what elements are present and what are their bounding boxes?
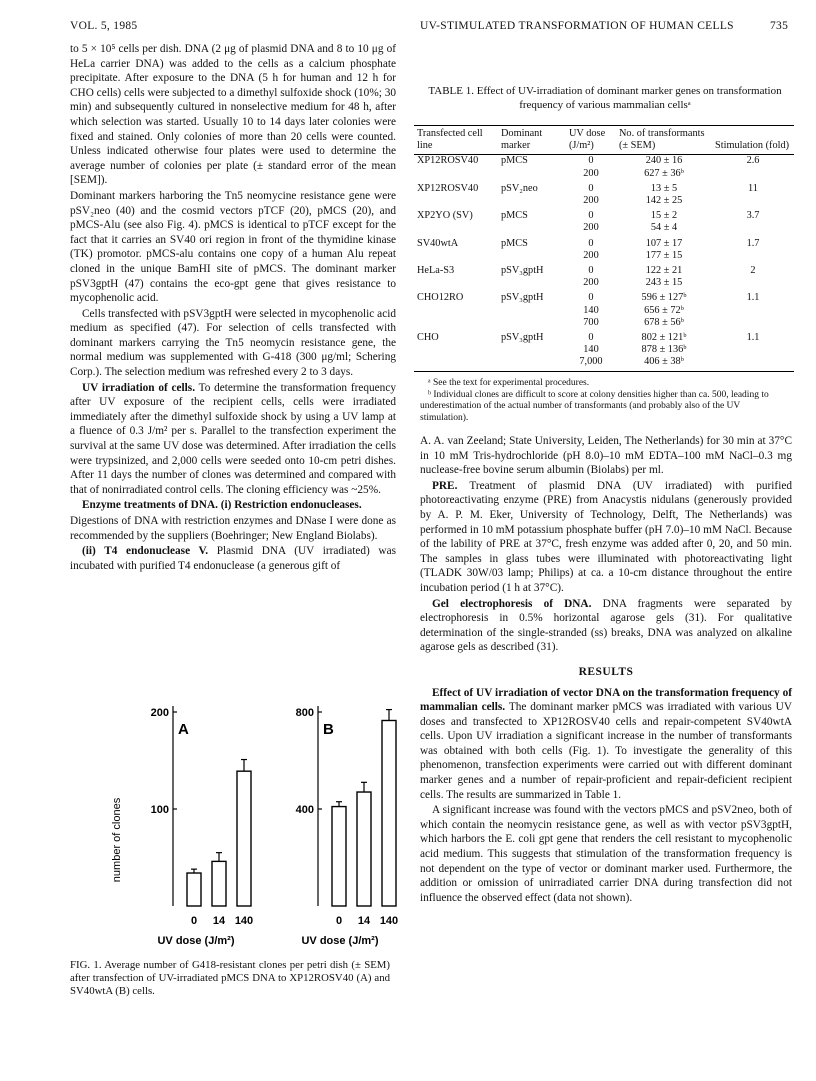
table-cell	[712, 195, 794, 207]
table-cell	[712, 344, 794, 356]
table-header-row	[414, 126, 794, 155]
table-cell	[414, 305, 498, 317]
table-cell: 2.6	[746, 155, 760, 167]
table-cell: 0	[588, 210, 594, 222]
table-cell: XP12ROSV40	[417, 182, 479, 194]
bar	[237, 771, 251, 906]
panel-label: B	[323, 721, 334, 738]
table-cell: 2	[750, 265, 756, 277]
table-cell	[498, 317, 566, 329]
paragraph: A significant increase was found with the vectors pMCS and pSV2neo, both of which contain the neomycin resistance gene, as well as with vector pSV3gptH, which harbors the E. coli gpt gene that renders the cell resistant to mycophenolic acid medium. This suggests that stimulation of the transformation frequency is not dependent on the type of vector or dominant marker used. Furthermore, the addition or omission of unirradiated carrier DNA during transfection did not influence the observed effect (data not shown).	[420, 804, 792, 904]
table-cell: 1.7	[746, 237, 760, 249]
paragraph	[420, 479, 792, 596]
table-cell: SV40wtA	[417, 237, 459, 249]
table-cell	[712, 356, 794, 371]
table-cell	[414, 277, 498, 289]
table-cell: 700	[583, 316, 599, 328]
paragraph-text: DNA fragments were separated by electrophoresis in 0.5% horizontal agarose gels (31). For qualitative determination of the single-stranded (ss) breaks, DNA was analyzed on alkaline agarose gels as described (31).	[420, 597, 793, 654]
table-footnotes	[420, 378, 790, 424]
table-cell: 140	[583, 344, 599, 356]
bar	[382, 720, 396, 906]
paragraph: to 5 × 10⁵ cells per dish. DNA (2 μg of plasmid DNA and 8 to 10 μg of HeLa carrier DNA) was added to the cells as a calcium phosphate precipitate. After exposure to the DNA (5 h for human and 12 h for CHO cells) cells were subjected to a dimethyl sulfoxide shock (10%; 30 min) and subsequently cultured in nonselective medium for 48 h, after which selection was started. Usually 10 to 14 days later colonies were fixed and stained. Only colonies of more than 20 cells were counted. Unless indicated otherwise four plates were used to determine the average number of colonies per plate (± standard error of the mean [SEM]).	[70, 43, 396, 187]
table-cell: 122 ± 21	[645, 265, 683, 277]
col-cell-line: Transfected cell line	[414, 126, 498, 155]
table-cell: 200	[583, 249, 599, 261]
table-row	[414, 180, 794, 195]
col-uv-dose: UV dose (J/m²)	[566, 126, 616, 155]
x-axis-label-b: UV dose (J/m²)	[301, 935, 379, 947]
table-cell	[414, 356, 498, 371]
table-cell: 13 ± 5	[650, 182, 678, 194]
x-tick-label: 14	[357, 915, 371, 927]
section-heading: UV irradiation of cells.	[82, 381, 196, 394]
table-body	[414, 155, 794, 371]
table-cell: 406 ± 38ᵇ	[616, 356, 712, 371]
y-tick-label: 800	[295, 707, 314, 719]
table-cell	[414, 168, 498, 180]
footnote-a: ᵃ See the text for experimental procedures.	[428, 378, 590, 388]
table-row	[414, 317, 794, 329]
paragraph: Dominant markers harboring the Tn5 neomycine resistance gene were pSV₂neo (40) and the cosmid vectors pTCF (20), pMCS (20), and pMCS-Alu (see also Fig. 4). pMCS is identical to pTCF except for the fact that it carries an SV40 ori region in front of the thymidine kinase (TK) promotor. pMCS-alu contains one copy of a human Alu repeat cloned in the unique BamHI site of pMCS. The dominant marker pSV3gptH (47) contains the eco-gpt gene that gives resistance to mycophenolic acid.	[70, 189, 396, 305]
left-column	[70, 42, 396, 574]
y-tick-label: 100	[150, 804, 169, 816]
table-cell: CHO	[417, 332, 439, 344]
section-heading: PRE.	[432, 479, 458, 492]
table-cell	[414, 250, 498, 262]
table-cell: 596 ± 127ᵇ	[641, 292, 687, 304]
table-cell	[498, 222, 566, 234]
paragraph	[420, 686, 792, 803]
x-tick-label: 14	[212, 915, 226, 927]
paragraph	[420, 597, 792, 655]
bar	[332, 807, 346, 906]
table-cell: pMCS	[501, 210, 528, 222]
figure-caption: FIG. 1. Average number of G418-resistant clones per petri dish (± SEM) after transfection of UV-irradiated pMCS DNA to XP12ROSV40 (A) and SV40wtA (B) cells.	[70, 959, 390, 997]
paragraph	[70, 381, 396, 498]
table-cell: 177 ± 15	[645, 249, 683, 261]
table-row	[414, 250, 794, 262]
table-cell	[498, 277, 566, 289]
table-cell: 200	[583, 167, 599, 179]
section-heading: Enzyme treatments of DNA. (i) Restriction endonucleases.	[82, 499, 362, 512]
y-axis-label: number of clones	[111, 797, 123, 883]
table-cell: 1.1	[746, 332, 760, 344]
paragraph: A. A. van Zeeland; State University, Leiden, The Netherlands) for 30 min at 37°C in 10 mM Tris-hydrochloride (pH 8.0)–10 mM EDTA–100 mM NaCl–0.3 mg nuclease-free bovine serum albumin (Biolabs) per ml.	[420, 435, 792, 477]
table-row	[414, 168, 794, 180]
section-heading: Effect of UV irradiation of vector DNA on the transformation frequency of mammalian cells.	[420, 686, 792, 714]
paragraph	[70, 544, 396, 573]
table-row	[414, 235, 794, 250]
figure-1	[70, 690, 400, 955]
table-row	[414, 155, 794, 168]
bar	[357, 792, 371, 906]
x-tick-label: 0	[190, 915, 198, 927]
table-cell: 0	[588, 292, 594, 304]
table-cell	[498, 195, 566, 207]
table-cell	[712, 277, 794, 289]
x-axis-label-a: UV dose (J/m²)	[157, 935, 235, 947]
panel-label: A	[178, 721, 189, 738]
panel-b	[296, 706, 399, 927]
table-cell: 0	[588, 265, 594, 277]
table-cell	[414, 344, 498, 356]
table-cell	[498, 250, 566, 262]
bar	[187, 873, 201, 906]
section-heading: (ii) T4 endonuclease V.	[82, 545, 209, 558]
table-cell: 11	[748, 182, 758, 194]
table-cell	[712, 317, 794, 329]
table-cell: 0	[588, 332, 594, 344]
table-cell: 656 ± 72ᵇ	[644, 304, 684, 316]
page-number: 735	[770, 20, 789, 32]
table-row	[414, 305, 794, 317]
table-cell: 1.1	[746, 292, 760, 304]
paragraph-text: The dominant marker pMCS was irradiated with various UV doses and transfected to XP12ROSV40 cells and repair-competent SV40wtA cells. Upon UV irradiation a significant increase in the number of transformants was obtained with both cells (Fig. 1). To investigate the generality of this phenomenon, transfection experiments were carried out with different dominant marker genes and a number of repair-proficient and repair-deficient recipient cells. The results are summarized in Table 1.	[420, 701, 792, 801]
table-cell	[712, 222, 794, 234]
x-tick-label: 140	[234, 915, 254, 927]
paragraph: Cells transfected with pSV3gptH were selected in mycophenolic acid medium as specified (47). For selection of cells transfected with dominant markers carrying the Tn5 neomycin resistance gene, the normal medium was supplemented with G-418 (300 μg/ml; Schering Corp.). The selection medium was refreshed every 2 to 3 days.	[70, 307, 396, 379]
table-row	[414, 222, 794, 234]
col-marker: Dominant marker	[498, 126, 566, 155]
paragraph-text: Plasmid DNA (UV irradiated) was incubated with purified T4 endonuclease (a generous gift of	[70, 545, 396, 572]
table-cell: 678 ± 56ᵇ	[644, 316, 684, 328]
table-cell: 243 ± 15	[645, 277, 683, 289]
table-cell: 107 ± 17	[645, 237, 683, 249]
x-tick-label: 0	[335, 915, 343, 927]
table-cell: 3.7	[746, 210, 760, 222]
table-cell: 142 ± 25	[645, 195, 683, 207]
table-cell: pSV₂neo	[501, 182, 538, 194]
paragraph-text: Treatment of plasmid DNA (UV irradiated) with purified photoreactivating enzyme (PRE) from Anacystis nidulans (generously provided by A. P. M. Eker, University of Technology, Delft, The Netherlands) was performed in 10 mM potassium phosphate buffer (pH 7.0)–10 mM NaCl. Because of the lability of PRE at 37°C, fresh enzyme was added after 0, 20, and 50 min. The samples in glass tubes were illuminated with photoreactivating light (TLADK 30W/03 lamp; Philips) at ca. a 10-cm distance throughout the entire incubation period (1 h at 37°C).	[420, 479, 792, 594]
table-cell: 802 ± 121ᵇ	[641, 332, 687, 344]
table-cell	[498, 305, 566, 317]
table-1	[414, 125, 794, 372]
table-cell	[712, 250, 794, 262]
table-row	[414, 329, 794, 344]
table-cell: pSV₃gptH	[501, 292, 544, 304]
table-cell	[712, 305, 794, 317]
table-row	[414, 195, 794, 207]
table-row	[414, 277, 794, 289]
paragraph-text: To determine the transformation frequency after UV exposure of the recipient cells, cells were irradiated immediately after the dimethyl sulfoxide shock by using a UV lamp at a fluence of 0.3 J/m² per s. Parallel to the transfection experiment the survival at the same UV dose was determined. After irradiation the cells were trypsinized, and 2,000 cells were seeded onto 10-cm petri dishes. After 11 days the number of clones was determined and compared with that of nonirradiated control cells. The cloning efficiency was ~25%.	[70, 381, 396, 496]
table-cell: pMCS	[501, 237, 528, 249]
footnote-b: ᵇ Individual clones are difficult to score at colony densities higher than ca. 500, leading to underestimation of the actual number of transformants (and probably also of the UV stimulation).	[420, 389, 769, 423]
table-cell: 878 ± 136ᵇ	[641, 344, 687, 356]
table-cell	[498, 168, 566, 180]
table-caption: TABLE 1. Effect of UV-irradiation of dominant marker genes on transformation frequency of various mammalian cellsᵃ	[428, 85, 782, 111]
col-stimulation: Stimulation (fold)	[712, 126, 794, 155]
paragraph: Digestions of DNA with restriction enzymes and DNase I were done as recommended by the suppliers (Boehringer; New England Biolabs).	[70, 515, 396, 542]
table-cell: 7,000	[566, 356, 616, 371]
table-cell: 200	[583, 195, 599, 207]
right-column	[420, 434, 792, 906]
table-cell: 627 ± 36ᵇ	[644, 167, 684, 179]
paragraph	[70, 498, 396, 513]
table-cell: 0	[588, 182, 594, 194]
table-cell	[498, 344, 566, 356]
table-cell: 0	[588, 237, 594, 249]
table-cell: pMCS	[501, 155, 528, 167]
table-cell: XP2YO (SV)	[417, 210, 473, 222]
table-cell	[414, 317, 498, 329]
table-cell	[712, 168, 794, 180]
table-cell: 200	[583, 222, 599, 234]
table-cell: 54 ± 4	[650, 222, 678, 234]
y-tick-label: 400	[295, 804, 314, 816]
table-cell: XP12ROSV40	[417, 155, 479, 167]
table-cell: 15 ± 2	[650, 210, 678, 222]
y-tick-label: 200	[150, 707, 169, 719]
table-cell	[414, 195, 498, 207]
running-title: UV-STIMULATED TRANSFORMATION OF HUMAN CELLS	[420, 20, 734, 32]
panel-a	[151, 706, 254, 927]
table-row	[414, 344, 794, 356]
table-cell	[414, 222, 498, 234]
col-transformants: No. of transformants (± SEM)	[616, 126, 712, 155]
table-cell: 200	[583, 277, 599, 289]
table-row	[414, 207, 794, 222]
table-cell: 0	[588, 155, 594, 167]
table-cell: pSV₃gptH	[501, 332, 544, 344]
table-cell: CHO12RO	[417, 292, 464, 304]
table-cell: HeLa-S3	[417, 265, 455, 277]
bar	[212, 861, 226, 906]
table-row	[414, 289, 794, 304]
section-heading: Gel electrophoresis of DNA.	[432, 597, 592, 610]
results-heading: RESULTS	[578, 665, 634, 678]
table-cell: 140	[583, 304, 599, 316]
table-cell: 240 ± 16	[645, 155, 683, 167]
table-row	[414, 262, 794, 277]
table-cell: pSV₃gptH	[501, 265, 544, 277]
table-cell	[498, 356, 566, 371]
x-tick-label: 140	[379, 915, 399, 927]
table-row	[414, 356, 794, 371]
journal-volume: VOL. 5, 1985	[70, 20, 138, 32]
